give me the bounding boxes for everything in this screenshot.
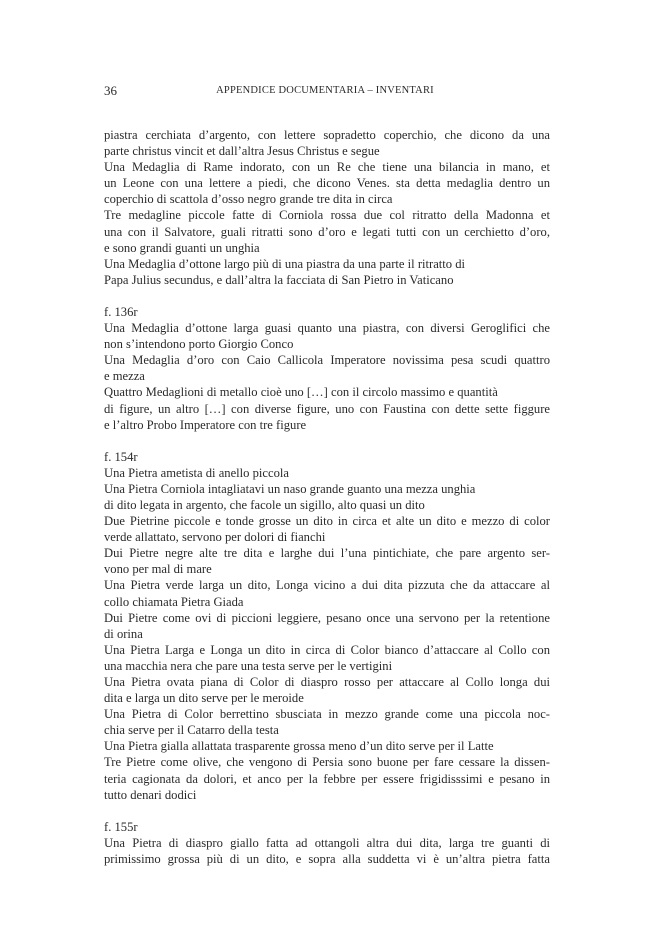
folio-reference: f. 154r <box>104 449 138 464</box>
text-line: Una Medaglia d’ottone largo più di una piastra da una parte il ritratto di <box>104 256 466 271</box>
page-header <box>104 83 546 99</box>
text-line: Una Pietra Larga e Longa un dito in circa di Color bianco d’attaccare al Collo con <box>104 642 550 657</box>
running-head: APPENDICE DOCUMENTARIA – INVENTARI <box>216 85 434 96</box>
text-line: chia serve per il Catarro della testa <box>104 723 279 738</box>
text-line: Quattro Medaglioni di metallo cioè uno […] con il circolo massimo e quantità <box>104 385 498 400</box>
text-line: Una Pietra di Color berrettino sbusciata in mezzo grande come una piccola noc- <box>104 707 550 722</box>
document-body <box>104 127 550 883</box>
text-line: vono per mal di mare <box>104 562 212 577</box>
text-line: Una Pietra ametista di anello piccola <box>104 465 289 480</box>
folio-reference: f. 136r <box>104 304 138 319</box>
page-number: 36 <box>104 83 117 98</box>
text-line: primissimo grossa più di un dito, e sopra alla suddetta vi è un’altra pietra fatta <box>104 851 550 866</box>
text-line: Una Medaglia di Rame indorato, con un Re che tiene una bilancia in mano, et <box>104 160 550 175</box>
text-section <box>104 449 550 803</box>
text-line: teria cagionata da dolori, et anco per la febbre per essere frigidisssimi e pesano in <box>104 771 550 786</box>
text-section <box>104 304 550 433</box>
text-line: Una Pietra verde larga un dito, Longa vicino a dui dita pizzuta che da attaccare al <box>104 578 550 593</box>
text-line: di orina <box>104 626 143 641</box>
text-line: un Leone con una lettere a piedi, che dicono Venes. sta detta medaglia dentro un <box>104 176 550 191</box>
text-line: dita e larga un dito serve per le meroide <box>104 691 304 706</box>
text-line: Una Pietra ovata piana di Color di diaspro rosso per attaccare al Collo longa dui <box>104 675 550 689</box>
text-section <box>104 819 550 867</box>
text-line: di figure, un altro […] con diverse figure, uno con Faustina con dette sette figgure <box>104 401 550 416</box>
text-line: Papa Julius secundus, e dall’altra la facciata di San Pietro in Vaticano <box>104 272 454 287</box>
text-line: verde allattato, servono per dolori di fianchi <box>104 530 326 545</box>
text-line: Tre Pietre come olive, che vengono di Persia sono buone per fare cessare la dissen- <box>104 755 550 770</box>
text-line: Una Medaglia d’ottone larga guasi quanto una piastra, con diversi Geroglifici che <box>104 321 550 336</box>
text-line: e sono grandi guanti un unghia <box>104 240 260 255</box>
text-section <box>104 127 550 288</box>
text-line: Dui Pietre come ovi di piccioni leggiere, pesano once una servono per la retentione <box>104 610 550 625</box>
text-line: Tre medagline piccole fatte di Corniola rossa due col ritratto della Madonna et <box>104 208 550 223</box>
text-line: non s’intendono porto Giorgio Conco <box>104 337 294 352</box>
text-line: tutto denari dodici <box>104 787 197 802</box>
text-line: una macchia nera che pare una testa serve per le vertigini <box>104 658 393 673</box>
text-line: di dito legata in argento, che facole un sigillo, alto quasi un dito <box>104 497 425 512</box>
text-line: una con il Salvatore, guali ritratti sono d’oro e legati tutti con un cerchietto d’oro, <box>104 224 550 239</box>
text-line: e mezza <box>104 369 145 384</box>
text-line: Una Pietra Corniola intagliatavi un naso grande guanto una mezza unghia <box>104 481 476 496</box>
text-line: Una Pietra gialla allattata trasparente grossa meno d’un dito serve per il Latte <box>104 739 494 754</box>
folio-reference: f. 155r <box>104 819 138 834</box>
text-line: Dui Pietre negre alte tre dita e larghe dui l’una pintichiate, che pare argento ser- <box>104 546 550 561</box>
text-line: Una Pietra di diaspro giallo fatta ad ottangoli altra dui dita, larga tre guanti di <box>104 835 550 850</box>
text-line: Una Medaglia d’oro con Caio Callicola Imperatore novissima pesa scudi quattro <box>104 353 550 368</box>
text-line: coperchio di scattola d’osso negro grande tre dita in circa <box>104 192 393 207</box>
text-line: collo chiamata Pietra Giada <box>104 594 244 609</box>
text-line: Due Pietrine piccole e tonde grosse un dito in circa et alte un dito e mezzo di color <box>104 514 550 529</box>
text-line: piastra cerchiata d’argento, con lettere sopradetto coperchio, che dicono da una <box>104 128 550 142</box>
text-line: parte christus vincit et dall’altra Jesus Christus e segue <box>104 144 380 159</box>
text-line: e l’altro Probo Imperatore con tre figure <box>104 417 307 432</box>
